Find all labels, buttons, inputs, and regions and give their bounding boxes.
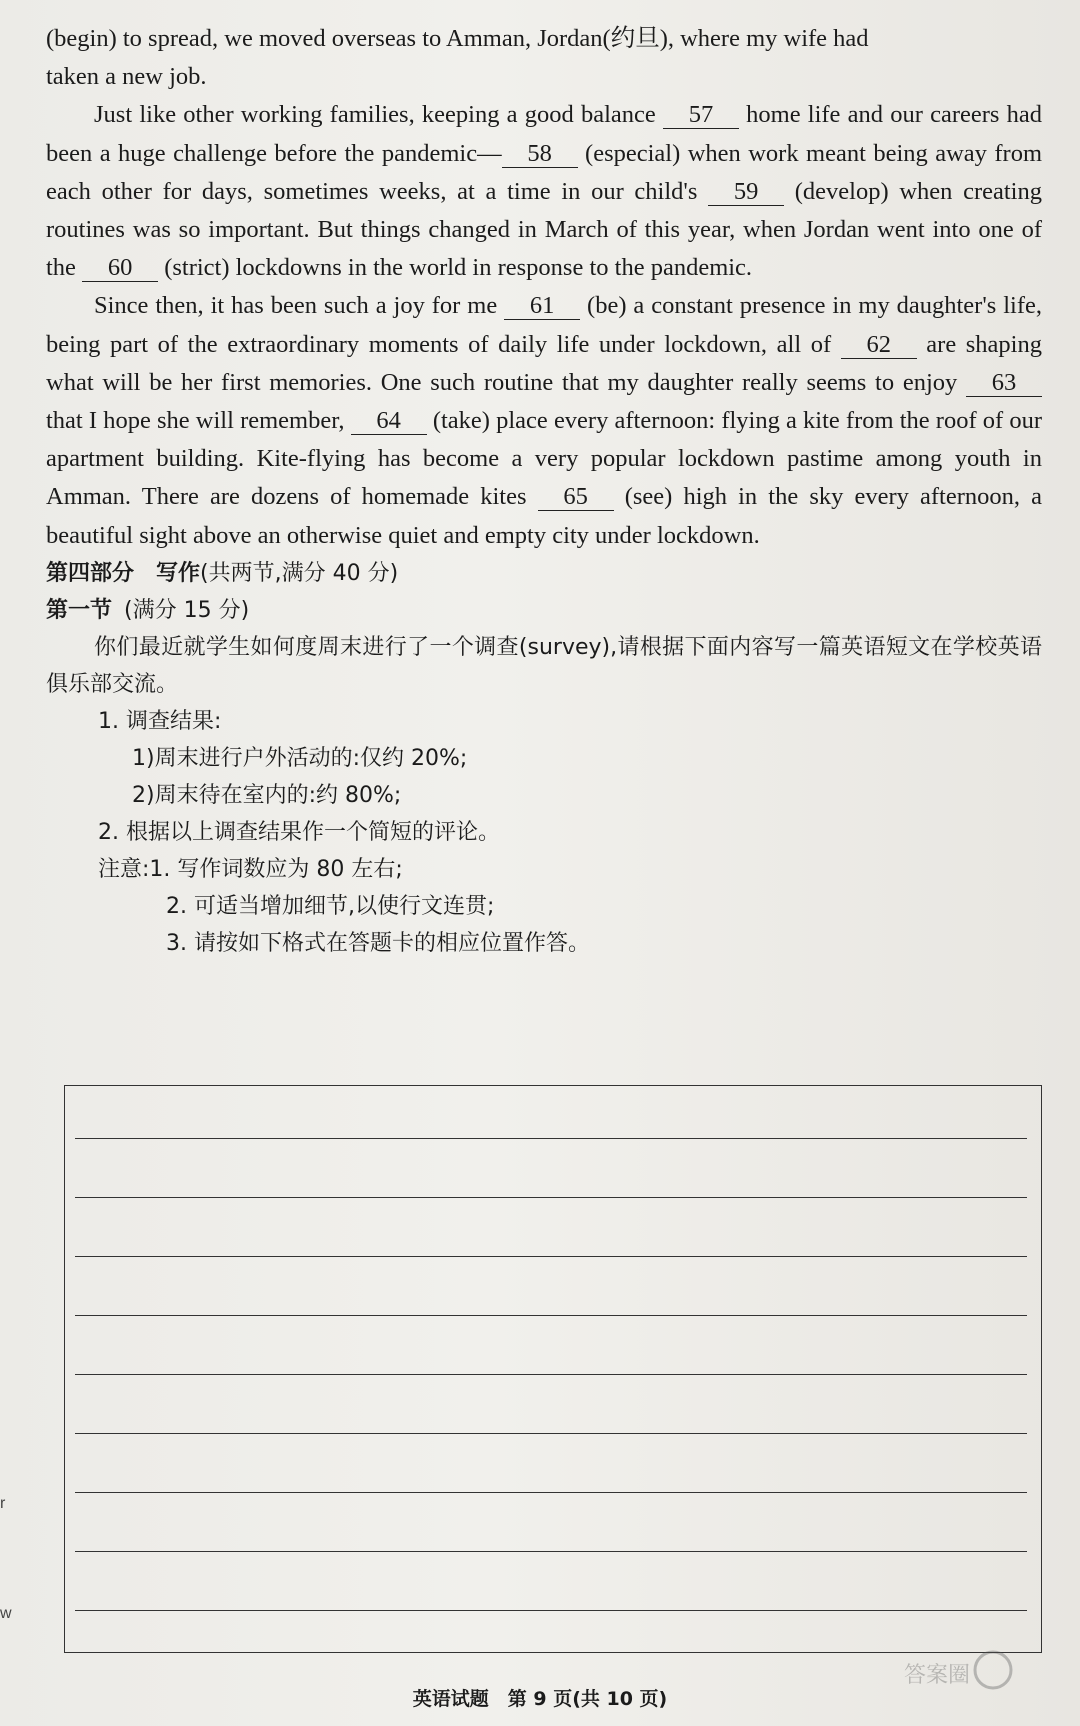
task-item-1b: 2)周末待在室内的:约 80%; — [132, 782, 402, 808]
answer-line — [75, 1197, 1027, 1198]
answer-line — [75, 1433, 1027, 1434]
blank-63: 63 — [966, 370, 1042, 397]
answer-line — [75, 1374, 1027, 1375]
p3-text-1: Since then, it has been such a joy for me — [94, 292, 505, 320]
answer-line — [75, 1492, 1027, 1493]
p2-text-2: home life and our careers had been a huge challenge before the pandemic— — [46, 101, 1042, 167]
blank-61: 61 — [504, 293, 580, 320]
blank-59: 59 — [708, 179, 784, 206]
answer-box — [64, 1085, 1042, 1653]
margin-mark-r: r — [0, 1495, 6, 1512]
answer-line — [75, 1551, 1027, 1552]
blank-57: 57 — [663, 102, 739, 129]
p2-text-5: (strict) lockdowns in the world in response to the pandemic. — [158, 254, 753, 282]
passage — [46, 20, 1042, 555]
task-item-1: 1. 调查结果: — [98, 708, 222, 734]
p3-text-4: that I hope she will remember, — [46, 407, 351, 435]
paragraph-2 — [46, 96, 1042, 287]
page-footer: 英语试题 第 9 页(共 10 页) — [412, 1688, 668, 1710]
paragraph-3 — [46, 287, 1042, 554]
note-3: 3. 请按如下格式在答题卡的相应位置作答。 — [166, 930, 590, 956]
task-intro: 你们最近就学生如何度周末进行了一个调查(survey),请根据下面内容写一篇英语短文在学校英语俱乐部交流。 — [46, 634, 1042, 697]
p3-text-2: (be) a constant presence in my daughter's life, being part of the extraordinary moments of daily life under lockdown, all of — [46, 292, 1042, 358]
section-heading — [46, 555, 1042, 592]
passage-line-2: taken a new job. — [46, 63, 207, 91]
blank-65: 65 — [538, 484, 614, 511]
p3-text-6: (see) high in the sky every afternoon, a beautiful sight above an otherwise quiet and empty city under lockdown. — [46, 483, 1042, 549]
page-text — [46, 20, 1042, 962]
p2-text-4: (develop) when creating routines was so important. But things changed in March of this year, when Jordan went into one of the — [46, 177, 1042, 282]
p3-text-5: (take) place every afternoon: flying a kite from the roof of our apartment building. Kite-flying has become a very popular lockdown pastime among youth in Amman. There are dozens of homemade kites — [46, 407, 1042, 511]
note-1: 注意:1. 写作词数应为 80 左右; — [98, 856, 403, 882]
subsection-title: 第一节 — [46, 597, 113, 623]
blank-64: 64 — [351, 408, 427, 435]
subsection-heading — [46, 592, 1042, 629]
task-item-2: 2. 根据以上调查结果作一个简短的评论。 — [98, 819, 500, 845]
answer-line — [75, 1256, 1027, 1257]
p3-text-3: are shaping what will be her first memories. One such routine that my daughter really seems to enjoy — [46, 330, 1042, 396]
passage-line-1: (begin) to spread, we moved overseas to Amman, Jordan(约旦), where my wife had — [46, 25, 869, 52]
blank-58: 58 — [502, 141, 578, 168]
margin-mark-w: w — [0, 1605, 12, 1622]
p2-text-1: Just like other working families, keeping a good balance — [94, 101, 663, 129]
answer-line — [75, 1610, 1027, 1611]
watermark-circle — [975, 1652, 1011, 1688]
p2-text-3: (especial) when work meant being away from each other for days, sometimes weeks, at a time in our child's — [46, 139, 1042, 205]
task-item-1a: 1)周末进行户外活动的:仅约 20%; — [132, 745, 468, 771]
writing-task — [46, 555, 1042, 962]
answer-line — [75, 1315, 1027, 1316]
note-2: 2. 可适当增加细节,以使行文连贯; — [166, 893, 495, 919]
section-score: (共两节,满分 40 分) — [200, 560, 399, 586]
subsection-score: (满分 15 分) — [124, 597, 250, 623]
section-title: 第四部分 写作 — [46, 560, 201, 586]
blank-62: 62 — [841, 332, 917, 359]
blank-60: 60 — [82, 255, 158, 282]
answer-line — [75, 1138, 1027, 1139]
watermark-text: 答案圈 — [904, 1663, 971, 1688]
